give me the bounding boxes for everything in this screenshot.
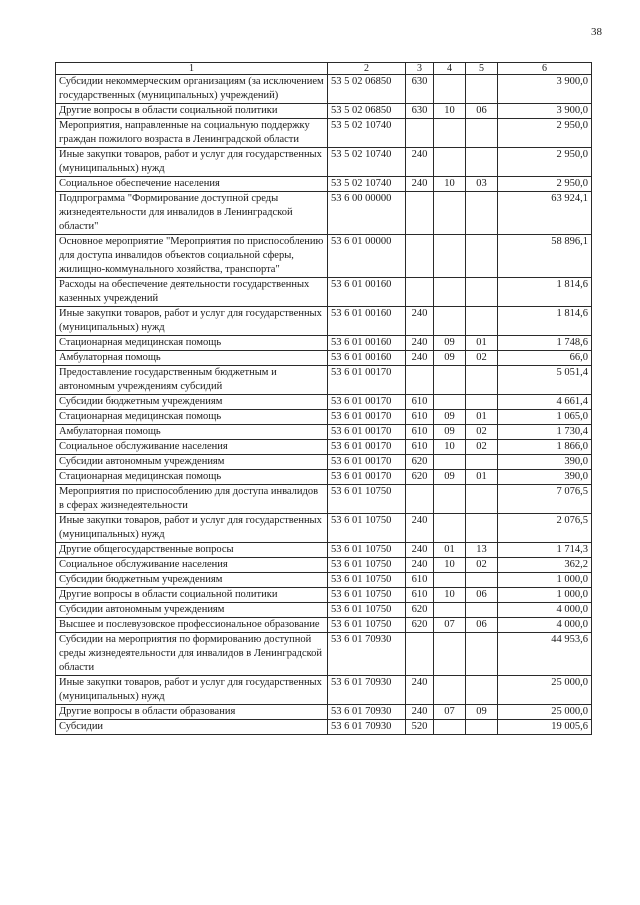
row-subsection (466, 307, 498, 336)
row-expense-type: 620 (406, 470, 434, 485)
row-subsection (466, 455, 498, 470)
row-amount: 362,2 (498, 558, 592, 573)
row-name: Иные закупки товаров, работ и услуг для государственных (муниципальных) нужд (56, 676, 328, 705)
row-section (434, 603, 466, 618)
row-name: Социальное обеспечение населения (56, 177, 328, 192)
row-code: 53 6 01 70930 (328, 705, 406, 720)
row-subsection (466, 278, 498, 307)
row-name: Стационарная медицинская помощь (56, 410, 328, 425)
row-name: Субсидии (56, 720, 328, 735)
row-subsection: 02 (466, 440, 498, 455)
row-expense-type: 240 (406, 336, 434, 351)
table-row (56, 485, 592, 514)
table-row (56, 676, 592, 705)
row-amount: 4 000,0 (498, 603, 592, 618)
row-amount: 3 900,0 (498, 75, 592, 104)
row-subsection: 13 (466, 543, 498, 558)
row-code: 53 6 01 10750 (328, 514, 406, 543)
row-subsection: 06 (466, 104, 498, 119)
row-section (434, 278, 466, 307)
row-subsection: 06 (466, 618, 498, 633)
row-name: Стационарная медицинская помощь (56, 470, 328, 485)
row-section: 09 (434, 410, 466, 425)
row-name: Другие вопросы в области образования (56, 705, 328, 720)
table-row (56, 177, 592, 192)
row-expense-type (406, 235, 434, 278)
row-subsection: 06 (466, 588, 498, 603)
row-code: 53 6 01 00170 (328, 395, 406, 410)
row-code: 53 6 00 00000 (328, 192, 406, 235)
table-row (56, 543, 592, 558)
row-code: 53 6 01 70930 (328, 720, 406, 735)
row-amount: 63 924,1 (498, 192, 592, 235)
row-amount: 4 000,0 (498, 618, 592, 633)
table-row (56, 336, 592, 351)
row-name: Мероприятия по приспособлению для доступа инвалидов в сферах жизнедеятельности (56, 485, 328, 514)
row-amount: 1 714,3 (498, 543, 592, 558)
row-section: 07 (434, 618, 466, 633)
row-expense-type: 240 (406, 351, 434, 366)
row-section: 10 (434, 558, 466, 573)
row-amount: 25 000,0 (498, 676, 592, 705)
row-expense-type (406, 633, 434, 676)
row-section (434, 119, 466, 148)
row-expense-type: 520 (406, 720, 434, 735)
row-subsection (466, 119, 498, 148)
row-section (434, 720, 466, 735)
row-section: 09 (434, 336, 466, 351)
row-code: 53 5 02 06850 (328, 75, 406, 104)
row-name: Амбулаторная помощь (56, 425, 328, 440)
row-section (434, 148, 466, 177)
budget-table (55, 62, 592, 735)
row-amount: 390,0 (498, 455, 592, 470)
row-expense-type: 240 (406, 307, 434, 336)
row-amount: 2 950,0 (498, 177, 592, 192)
row-code: 53 6 01 10750 (328, 588, 406, 603)
table-row (56, 104, 592, 119)
row-subsection (466, 573, 498, 588)
table-row (56, 148, 592, 177)
row-name: Субсидии автономным учреждениям (56, 455, 328, 470)
row-expense-type: 240 (406, 676, 434, 705)
table-row (56, 410, 592, 425)
row-name: Подпрограмма "Формирование доступной среды жизнедеятельности для инвалидов в Ленинградской области" (56, 192, 328, 235)
row-expense-type: 610 (406, 440, 434, 455)
row-code: 53 6 01 10750 (328, 573, 406, 588)
table-row (56, 558, 592, 573)
row-section (434, 366, 466, 395)
row-name: Субсидии автономным учреждениям (56, 603, 328, 618)
row-code: 53 6 01 00170 (328, 470, 406, 485)
row-subsection: 02 (466, 351, 498, 366)
table-row (56, 588, 592, 603)
header-cell: 1 (56, 63, 328, 75)
row-amount: 58 896,1 (498, 235, 592, 278)
row-section (434, 514, 466, 543)
table-row (56, 603, 592, 618)
row-name: Иные закупки товаров, работ и услуг для государственных (муниципальных) нужд (56, 514, 328, 543)
row-name: Расходы на обеспечение деятельности государственных казенных учреждений (56, 278, 328, 307)
row-subsection (466, 603, 498, 618)
table-row (56, 470, 592, 485)
row-amount: 3 900,0 (498, 104, 592, 119)
table-row (56, 75, 592, 104)
table-row (56, 633, 592, 676)
row-section (434, 573, 466, 588)
table-row (56, 119, 592, 148)
row-subsection (466, 720, 498, 735)
row-code: 53 6 01 00000 (328, 235, 406, 278)
row-subsection (466, 75, 498, 104)
row-amount: 1 730,4 (498, 425, 592, 440)
row-amount: 2 950,0 (498, 148, 592, 177)
row-code: 53 6 01 00160 (328, 336, 406, 351)
row-code: 53 6 01 00160 (328, 351, 406, 366)
row-amount: 1 814,6 (498, 278, 592, 307)
row-code: 53 6 01 10750 (328, 618, 406, 633)
row-expense-type: 240 (406, 705, 434, 720)
row-section: 10 (434, 440, 466, 455)
row-name: Другие вопросы в области социальной политики (56, 588, 328, 603)
row-code: 53 6 01 10750 (328, 558, 406, 573)
row-section (434, 395, 466, 410)
row-name: Иные закупки товаров, работ и услуг для государственных (муниципальных) нужд (56, 307, 328, 336)
row-name: Социальное обслуживание населения (56, 440, 328, 455)
row-code: 53 5 02 10740 (328, 119, 406, 148)
row-amount: 1 748,6 (498, 336, 592, 351)
row-name: Субсидии бюджетным учреждениям (56, 395, 328, 410)
row-subsection: 02 (466, 425, 498, 440)
header-cell: 4 (434, 63, 466, 75)
row-code: 53 6 01 10750 (328, 485, 406, 514)
row-section (434, 235, 466, 278)
row-section (434, 676, 466, 705)
row-expense-type: 240 (406, 514, 434, 543)
row-section: 07 (434, 705, 466, 720)
row-section (434, 485, 466, 514)
row-section: 01 (434, 543, 466, 558)
row-section (434, 455, 466, 470)
row-amount: 25 000,0 (498, 705, 592, 720)
row-amount: 1 814,6 (498, 307, 592, 336)
table-row (56, 366, 592, 395)
row-expense-type: 610 (406, 573, 434, 588)
row-code: 53 6 01 00170 (328, 425, 406, 440)
row-subsection (466, 633, 498, 676)
row-name: Высшее и послевузовское профессиональное образование (56, 618, 328, 633)
row-section (434, 307, 466, 336)
row-subsection: 02 (466, 558, 498, 573)
row-expense-type: 630 (406, 75, 434, 104)
row-code: 53 6 01 00160 (328, 278, 406, 307)
row-name: Стационарная медицинская помощь (56, 336, 328, 351)
row-expense-type: 610 (406, 395, 434, 410)
table-row (56, 278, 592, 307)
row-amount: 1 065,0 (498, 410, 592, 425)
row-section (434, 75, 466, 104)
row-subsection (466, 485, 498, 514)
table-row (56, 192, 592, 235)
row-amount: 1 000,0 (498, 573, 592, 588)
row-expense-type: 240 (406, 177, 434, 192)
row-name: Субсидии бюджетным учреждениям (56, 573, 328, 588)
table-row (56, 395, 592, 410)
row-expense-type: 240 (406, 543, 434, 558)
row-expense-type (406, 485, 434, 514)
row-expense-type (406, 119, 434, 148)
header-cell: 5 (466, 63, 498, 75)
header-row (56, 63, 592, 75)
row-expense-type: 240 (406, 148, 434, 177)
row-code: 53 5 02 10740 (328, 177, 406, 192)
row-section: 09 (434, 351, 466, 366)
row-name: Амбулаторная помощь (56, 351, 328, 366)
row-subsection (466, 676, 498, 705)
row-name: Субсидии некоммерческим организациям (за исключением государственных (муниципальных) учреждений) (56, 75, 328, 104)
row-amount: 390,0 (498, 470, 592, 485)
row-amount: 1 866,0 (498, 440, 592, 455)
table-row (56, 705, 592, 720)
row-expense-type (406, 192, 434, 235)
row-amount: 66,0 (498, 351, 592, 366)
row-expense-type: 610 (406, 410, 434, 425)
row-section: 10 (434, 177, 466, 192)
header-cell: 2 (328, 63, 406, 75)
row-section: 09 (434, 425, 466, 440)
table-row (56, 514, 592, 543)
table-row (56, 425, 592, 440)
row-expense-type: 620 (406, 603, 434, 618)
table-row (56, 307, 592, 336)
table-row (56, 720, 592, 735)
row-subsection (466, 514, 498, 543)
row-name: Основное мероприятие "Мероприятия по приспособлению для доступа инвалидов объектов социальной сферы, жилищно-коммунального хозяйства, транспорта" (56, 235, 328, 278)
row-subsection (466, 366, 498, 395)
row-section: 09 (434, 470, 466, 485)
row-subsection: 01 (466, 470, 498, 485)
row-name: Субсидии на мероприятия по формированию доступной среды жизнедеятельности для инвалидов в Ленинградской области (56, 633, 328, 676)
table-row (56, 235, 592, 278)
table-row (56, 351, 592, 366)
row-code: 53 6 01 70930 (328, 676, 406, 705)
row-amount: 5 051,4 (498, 366, 592, 395)
row-section: 10 (434, 588, 466, 603)
row-code: 53 6 01 00170 (328, 440, 406, 455)
row-expense-type (406, 366, 434, 395)
page-number: 38 (591, 26, 602, 38)
table-row (56, 618, 592, 633)
row-amount: 19 005,6 (498, 720, 592, 735)
row-code: 53 6 01 70930 (328, 633, 406, 676)
header-cell: 3 (406, 63, 434, 75)
row-code: 53 6 01 10750 (328, 603, 406, 618)
row-subsection (466, 235, 498, 278)
row-expense-type: 240 (406, 558, 434, 573)
row-section (434, 633, 466, 676)
row-subsection: 01 (466, 410, 498, 425)
row-subsection (466, 395, 498, 410)
row-name: Социальное обслуживание населения (56, 558, 328, 573)
row-section (434, 192, 466, 235)
row-expense-type: 620 (406, 618, 434, 633)
row-code: 53 6 01 00170 (328, 366, 406, 395)
row-expense-type: 620 (406, 455, 434, 470)
row-expense-type: 630 (406, 104, 434, 119)
row-subsection: 09 (466, 705, 498, 720)
row-name: Предоставление государственным бюджетным и автономным учреждениям субсидий (56, 366, 328, 395)
row-amount: 44 953,6 (498, 633, 592, 676)
row-amount: 4 661,4 (498, 395, 592, 410)
row-code: 53 6 01 10750 (328, 543, 406, 558)
row-name: Иные закупки товаров, работ и услуг для государственных (муниципальных) нужд (56, 148, 328, 177)
row-name: Другие общегосударственные вопросы (56, 543, 328, 558)
row-section: 10 (434, 104, 466, 119)
row-amount: 7 076,5 (498, 485, 592, 514)
row-expense-type (406, 278, 434, 307)
row-code: 53 6 01 00170 (328, 455, 406, 470)
row-code: 53 5 02 10740 (328, 148, 406, 177)
row-amount: 1 000,0 (498, 588, 592, 603)
row-code: 53 6 01 00170 (328, 410, 406, 425)
row-amount: 2 950,0 (498, 119, 592, 148)
table-row (56, 455, 592, 470)
row-code: 53 5 02 06850 (328, 104, 406, 119)
row-subsection: 03 (466, 177, 498, 192)
row-subsection (466, 192, 498, 235)
row-subsection: 01 (466, 336, 498, 351)
row-code: 53 6 01 00160 (328, 307, 406, 336)
row-name: Другие вопросы в области социальной политики (56, 104, 328, 119)
header-cell: 6 (498, 63, 592, 75)
row-expense-type: 610 (406, 425, 434, 440)
row-amount: 2 076,5 (498, 514, 592, 543)
row-subsection (466, 148, 498, 177)
row-name: Мероприятия, направленные на социальную поддержку граждан пожилого возраста в Ленинградской области (56, 119, 328, 148)
table-row (56, 440, 592, 455)
table-row (56, 573, 592, 588)
row-expense-type: 610 (406, 588, 434, 603)
